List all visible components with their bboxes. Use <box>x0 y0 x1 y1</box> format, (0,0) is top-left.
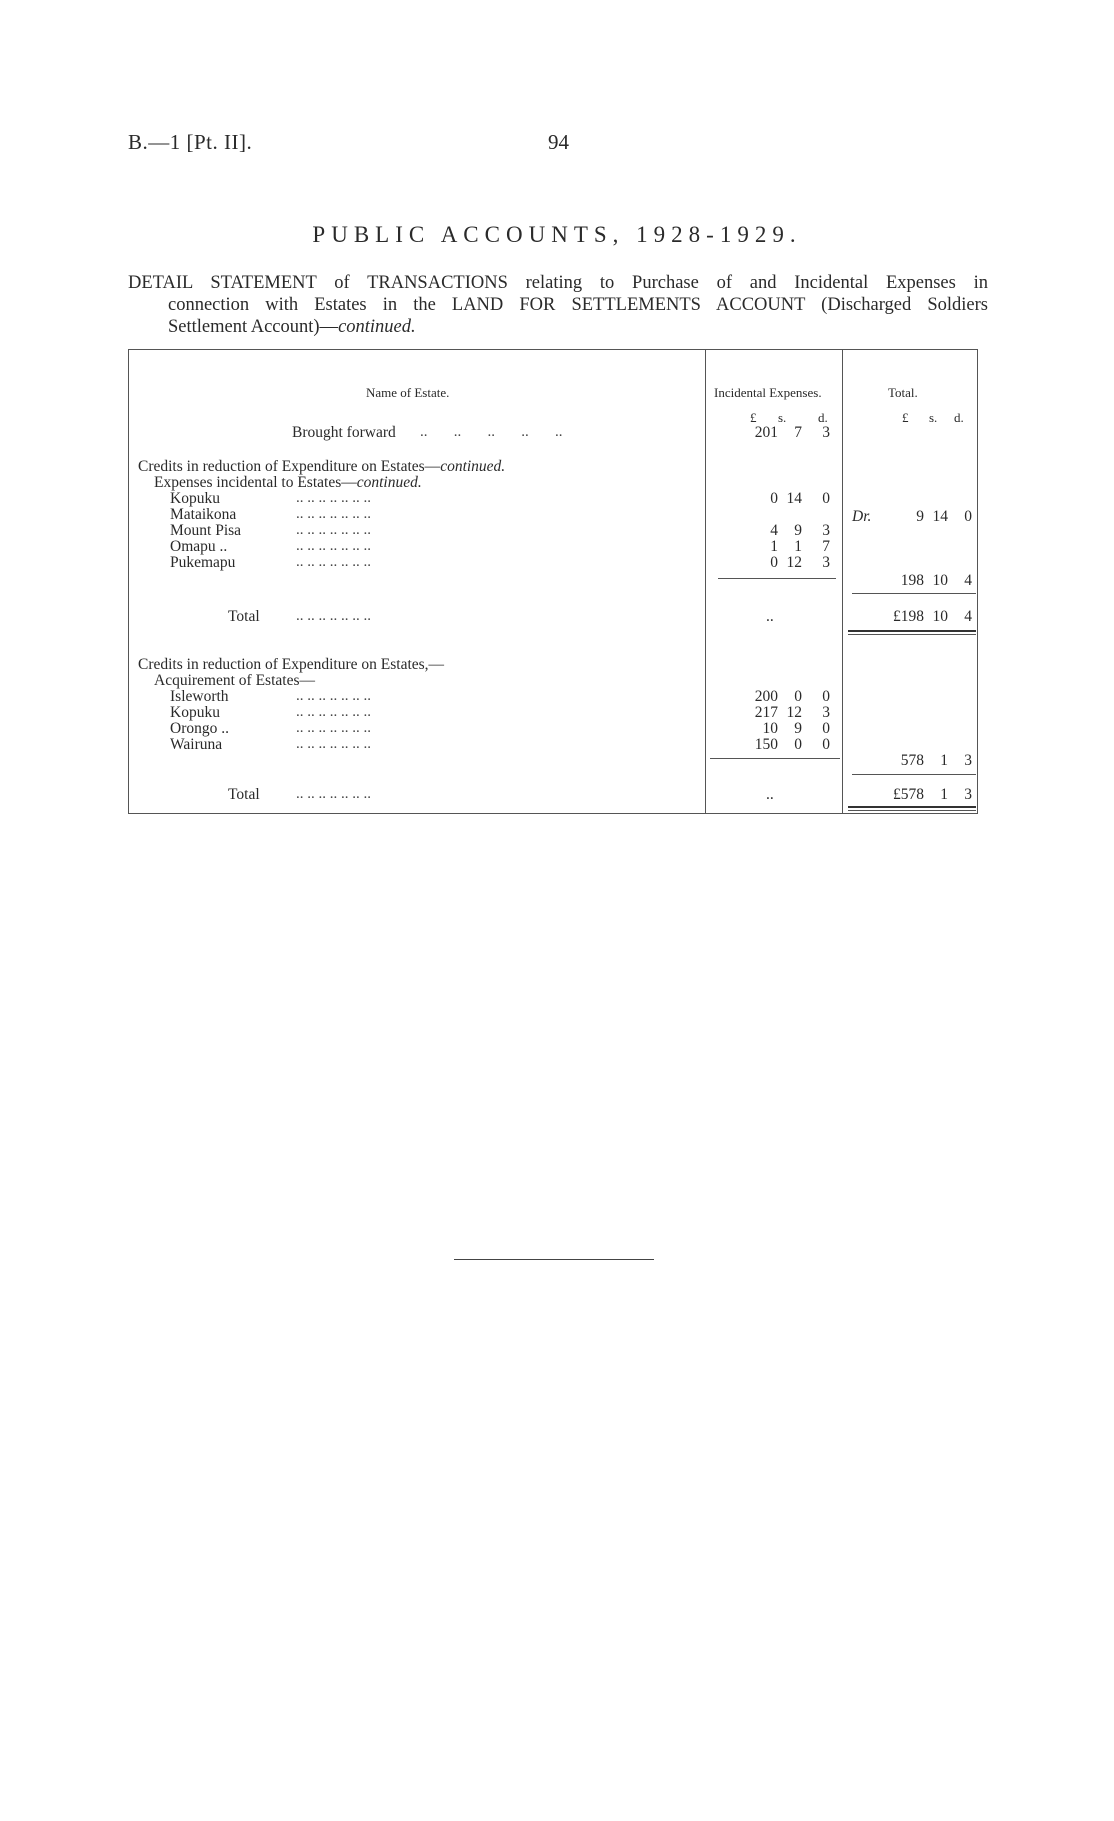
brought-forward-shillings: 7 <box>794 424 802 441</box>
section2-total-pence: 3 <box>964 786 972 803</box>
incidental-shillings: 12 <box>786 554 802 571</box>
incidental-pounds: 1 <box>770 538 778 555</box>
leader-dots: .. .. .. .. .. .. .. <box>296 490 371 506</box>
table-row-name: Wairuna <box>170 736 223 753</box>
section1-total-pence: 4 <box>964 608 972 625</box>
debit-marker: Dr. <box>852 508 872 525</box>
table-row-name: Omapu .. <box>170 538 228 555</box>
incidental-pounds: 150 <box>754 736 778 753</box>
page-title: PUBLIC ACCOUNTS, 1928-1929. <box>312 222 802 247</box>
page-number: 94 <box>548 130 569 154</box>
description-line-2: connection with Estates in the LAND FOR SETTLEMENTS ACCOUNT (Discharged Soldiers <box>168 295 988 315</box>
incidental-shillings: 9 <box>794 720 802 737</box>
double-rule <box>848 810 976 811</box>
brought-forward-label: Brought forward <box>292 424 396 441</box>
leader-dots: .. .. .. .. .. .. .. <box>296 522 371 538</box>
section1-total-label: Total <box>228 608 260 625</box>
table-right-border <box>977 349 978 814</box>
description-line-1: DETAIL STATEMENT of TRANSACTIONS relating to Purchase of and Incidental Expenses in <box>128 273 988 293</box>
double-rule <box>848 630 976 632</box>
incidental-pence-header: d. <box>818 410 828 425</box>
total-sum-rule <box>852 774 976 775</box>
incidental-pounds: 217 <box>754 704 778 721</box>
table-row-name: Mataikona <box>170 506 237 523</box>
incidental-pounds: 4 <box>770 522 778 539</box>
incidental-pence: 3 <box>822 704 830 721</box>
incidental-shilling-header: s. <box>778 410 787 425</box>
incidental-pence: 0 <box>822 688 830 705</box>
table-row-name: Kopuku <box>170 490 220 507</box>
leader-dots: .. .. .. .. .. .. .. <box>296 506 371 522</box>
incidental-shillings: 0 <box>794 688 802 705</box>
leader-dots: .. .. .. .. .. .. .. <box>296 538 371 554</box>
subtotal-shillings: 10 <box>932 572 948 589</box>
leader-dots: .. .. .. .. .. .. .. <box>296 704 371 720</box>
section1-subheading: Expenses incidental to Estates—continued. <box>154 474 422 491</box>
statement-description <box>128 272 988 338</box>
section1-total-shillings: 10 <box>932 608 948 625</box>
subtotal-shillings: 1 <box>940 752 948 769</box>
document-code: B.—1 [Pt. II]. <box>128 130 253 154</box>
incidental-pound-header: £ <box>750 410 757 425</box>
incidental-shillings: 1 <box>794 538 802 555</box>
table-row-name: Isleworth <box>170 688 229 705</box>
subtotal-pounds: 578 <box>900 752 924 769</box>
leader-dots: .. .. .. .. .. .. .. <box>296 608 371 624</box>
incidental-pence: 3 <box>822 522 830 539</box>
incidental-shillings: 9 <box>794 522 802 539</box>
subtotal-pence: 4 <box>964 572 972 589</box>
leader-dots: .. .. .. .. .. .. .. <box>296 736 371 752</box>
incidental-sum-rule <box>710 758 840 759</box>
incidental-pence: 0 <box>822 736 830 753</box>
section2-total-incidental: .. <box>766 786 774 803</box>
leader-dots: .. .. .. .. .. .. .. <box>296 554 371 570</box>
incidental-pounds: 200 <box>754 688 778 705</box>
incidental-shillings: 14 <box>786 490 802 507</box>
closing-rule <box>454 1259 654 1260</box>
incidental-pounds: 10 <box>762 720 778 737</box>
total-pound-header: £ <box>902 410 909 425</box>
section1-heading: Credits in reduction of Expenditure on Estates—continued. <box>138 458 506 475</box>
double-rule <box>848 806 976 808</box>
incidental-sum-rule <box>718 578 836 579</box>
incidental-pence: 0 <box>822 720 830 737</box>
description-line-3: Settlement Account)—continued. <box>168 317 416 337</box>
incidental-pounds: 0 <box>770 554 778 571</box>
subtotal-pence: 3 <box>964 752 972 769</box>
table-left-border <box>128 349 129 814</box>
total-sum-rule <box>852 593 976 594</box>
table-row-name: Pukemapu <box>170 554 236 571</box>
incidental-shillings: 12 <box>786 704 802 721</box>
incidental-pounds: 0 <box>770 490 778 507</box>
section2-total-label: Total <box>228 786 260 803</box>
table-row-name: Mount Pisa <box>170 522 242 539</box>
column-divider-1 <box>705 349 706 814</box>
leader-dots: .. .. .. .. .. .. .. <box>296 720 371 736</box>
column-header-incidental: Incidental Expenses. <box>714 385 822 400</box>
incidental-pence: 0 <box>822 490 830 507</box>
section2-subheading: Acquirement of Estates— <box>154 672 315 689</box>
double-rule <box>848 634 976 635</box>
leader-dots: .. .. .. .. .. .. .. <box>296 688 371 704</box>
leader-dots: .. .. .. .. .. <box>420 424 563 440</box>
column-divider-2 <box>842 349 843 814</box>
subtotal-pounds: 198 <box>900 572 924 589</box>
brought-forward-pounds: 201 <box>754 424 778 441</box>
incidental-pence: 3 <box>822 554 830 571</box>
section2-total-pounds: £578 <box>893 786 924 803</box>
total-shilling-header: s. <box>929 410 938 425</box>
total-pence: 0 <box>964 508 972 525</box>
total-shillings: 14 <box>932 508 948 525</box>
incidental-shillings: 0 <box>794 736 802 753</box>
section1-total-incidental: .. <box>766 608 774 625</box>
leader-dots: .. .. .. .. .. .. .. <box>296 786 371 802</box>
table-row-name: Orongo .. <box>170 720 229 737</box>
total-pounds: 9 <box>916 508 924 525</box>
column-header-name: Name of Estate. <box>366 385 450 400</box>
section2-heading: Credits in reduction of Expenditure on Estates,— <box>138 656 445 673</box>
total-pence-header: d. <box>954 410 964 425</box>
table-row-name: Kopuku <box>170 704 220 721</box>
table-bottom-border <box>128 813 978 814</box>
incidental-pence: 7 <box>822 538 830 555</box>
column-header-total: Total. <box>888 385 918 400</box>
brought-forward-pence: 3 <box>822 424 830 441</box>
section2-total-shillings: 1 <box>940 786 948 803</box>
table-top-border <box>128 349 978 350</box>
section1-total-pounds: £198 <box>893 608 924 625</box>
